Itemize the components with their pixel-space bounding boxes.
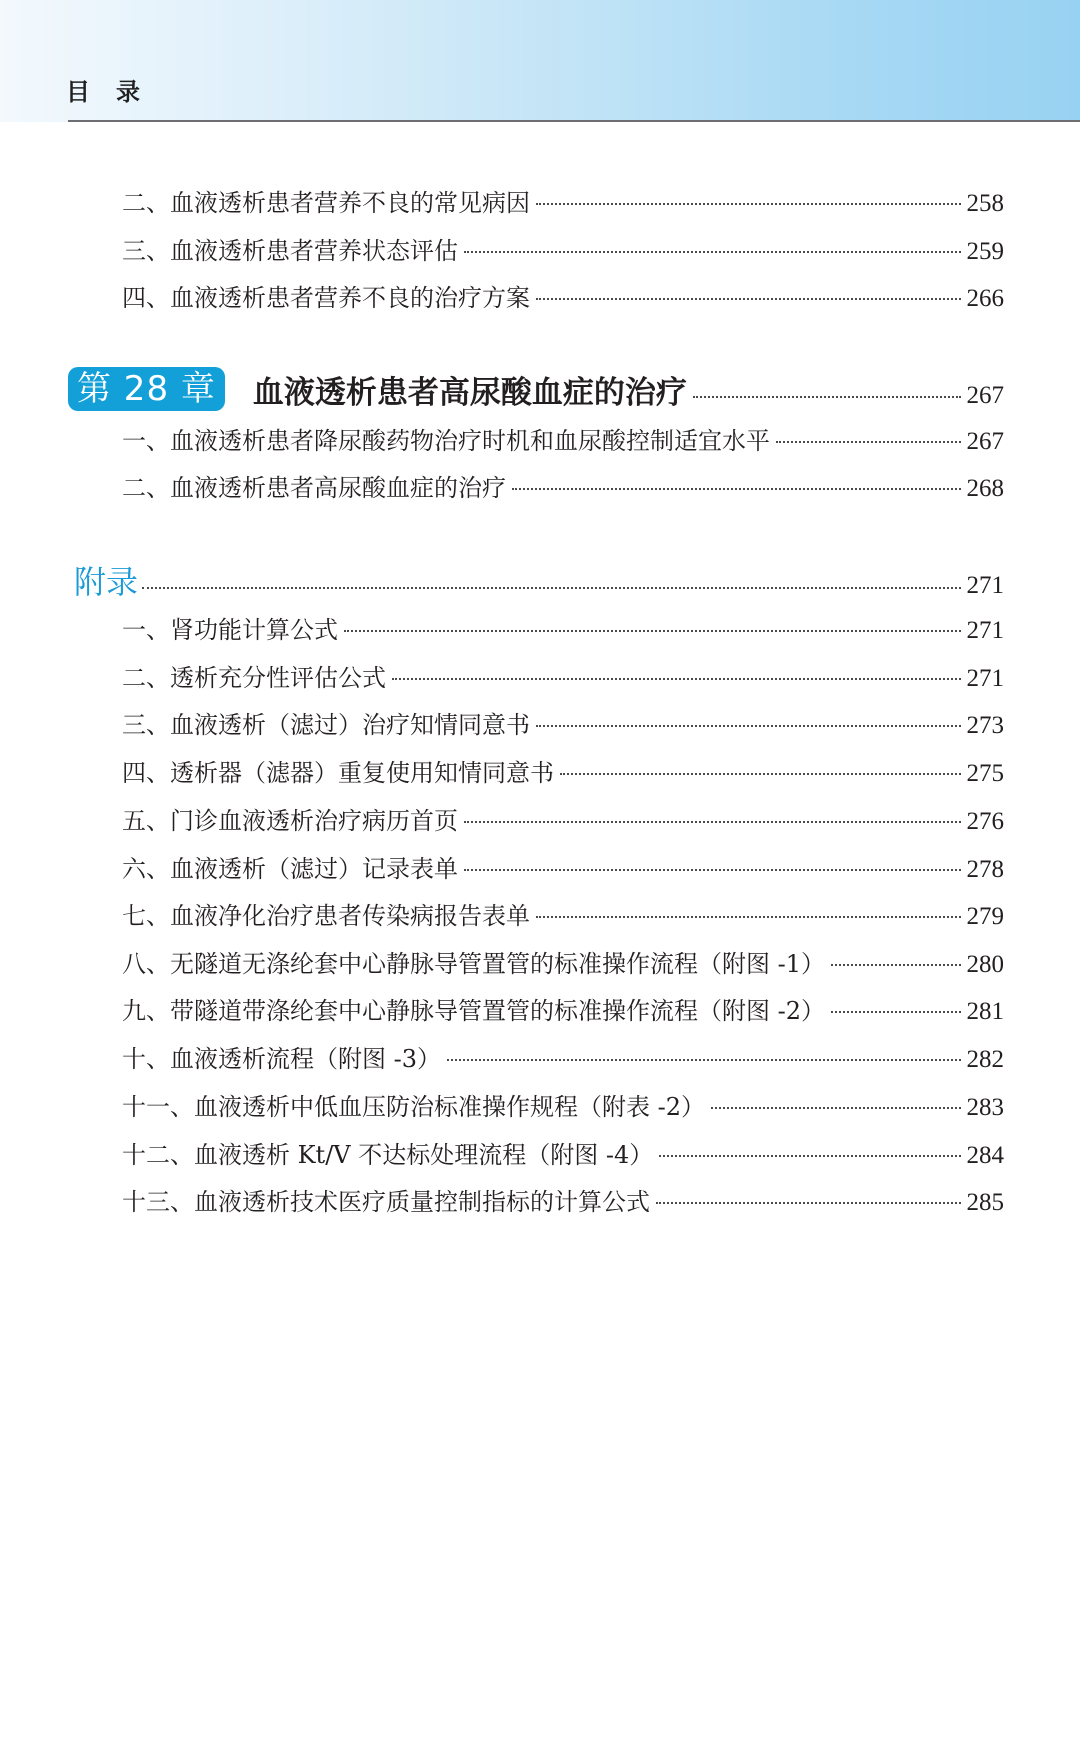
toc-entry[interactable] <box>122 473 1004 504</box>
dot-leader <box>142 587 960 589</box>
toc-entry[interactable] <box>122 426 1004 457</box>
toc-entry-text: 九、带隧道带涤纶套中心静脉导管置管的标准操作流程（附图 -2） <box>122 997 826 1025</box>
dot-leader <box>536 916 961 918</box>
toc-entry-page: 268 <box>966 475 1004 502</box>
toc-entry-page: 282 <box>966 1046 1004 1073</box>
toc-entry-text: 七、血液净化治疗患者传染病报告表单 <box>122 902 530 930</box>
toc-entry-page: 275 <box>966 760 1004 787</box>
appendix-heading[interactable] <box>74 558 1004 602</box>
dot-leader <box>831 1011 960 1013</box>
dot-leader <box>536 725 961 727</box>
toc-entry-text: 一、血液透析患者降尿酸药物治疗时机和血尿酸控制适宜水平 <box>122 427 770 455</box>
chapter-number-badge: 第 28 章 <box>68 367 225 411</box>
dot-leader <box>344 630 961 632</box>
toc-entry-page: 266 <box>966 285 1004 312</box>
dot-leader <box>392 678 961 680</box>
toc-entry-text: 十二、血液透析 Kt/V 不达标处理流程（附图 -4） <box>122 1141 654 1169</box>
chapter-page: 267 <box>966 382 1004 409</box>
dot-leader <box>711 1107 960 1109</box>
toc-entry[interactable] <box>122 901 1004 932</box>
toc-entry-page: 276 <box>966 808 1004 835</box>
toc-entry-page: 285 <box>966 1189 1004 1216</box>
toc-entry-page: 280 <box>966 951 1004 978</box>
toc-entry-page: 258 <box>966 190 1004 217</box>
toc-entry-text: 一、肾功能计算公式 <box>122 616 338 644</box>
chapter-title: 血液透析患者高尿酸血症的治疗 <box>252 374 687 411</box>
toc-entry-text: 四、血液透析患者营养不良的治疗方案 <box>122 284 530 312</box>
toc-entry-page: 279 <box>966 903 1004 930</box>
header-rule <box>68 120 1080 122</box>
toc-entry-text: 四、透析器（滤器）重复使用知情同意书 <box>122 759 554 787</box>
dot-leader <box>447 1059 960 1061</box>
page-header-title: 目录 <box>66 78 166 106</box>
dot-leader <box>464 869 961 871</box>
toc-entry-text: 十一、血液透析中低血压防治标准操作规程（附表 -2） <box>122 1093 706 1121</box>
toc-entry-text: 十、血液透析流程（附图 -3） <box>122 1045 442 1073</box>
toc-entry-page: 273 <box>966 712 1004 739</box>
toc-entry-page: 259 <box>966 238 1004 265</box>
toc-entry-text: 二、透析充分性评估公式 <box>122 664 386 692</box>
toc-entry-page: 281 <box>966 998 1004 1025</box>
toc-entry-text: 八、无隧道无涤纶套中心静脉导管置管的标准操作流程（附图 -1） <box>122 950 826 978</box>
dot-leader <box>659 1155 960 1157</box>
toc-entry-text: 六、血液透析（滤过）记录表单 <box>122 855 458 883</box>
toc-entry-page: 271 <box>966 665 1004 692</box>
dot-leader <box>536 203 961 205</box>
dot-leader <box>464 821 961 823</box>
toc-entry[interactable] <box>122 854 1004 885</box>
appendix-title: 附录 <box>74 563 139 601</box>
toc-entry[interactable] <box>122 758 1004 789</box>
chapter-heading[interactable] <box>68 366 1004 412</box>
toc-entry-page: 267 <box>966 428 1004 455</box>
toc-entry-page: 278 <box>966 856 1004 883</box>
toc-entry-page: 271 <box>966 617 1004 644</box>
toc-entry-text: 二、血液透析患者高尿酸血症的治疗 <box>122 474 506 502</box>
toc-entry[interactable] <box>122 615 1004 646</box>
dot-leader <box>831 964 960 966</box>
toc-entry[interactable] <box>122 236 1004 267</box>
toc-entry-text: 二、血液透析患者营养不良的常见病因 <box>122 189 530 217</box>
appendix-page: 271 <box>966 572 1004 599</box>
toc-entry[interactable] <box>122 1140 1004 1171</box>
toc-entry[interactable] <box>122 806 1004 837</box>
dot-leader <box>512 488 961 490</box>
toc-entry-text: 三、血液透析（滤过）治疗知情同意书 <box>122 711 530 739</box>
toc-entry[interactable] <box>122 1044 1004 1075</box>
toc-entry[interactable] <box>122 283 1004 314</box>
toc-entry[interactable] <box>122 663 1004 694</box>
toc-entry[interactable] <box>122 996 1004 1027</box>
toc-entry-text: 三、血液透析患者营养状态评估 <box>122 237 458 265</box>
toc-entry[interactable] <box>122 1092 1004 1123</box>
toc-entry-text: 十三、血液透析技术医疗质量控制指标的计算公式 <box>122 1188 650 1216</box>
dot-leader <box>560 773 961 775</box>
toc-entry[interactable] <box>122 1187 1004 1218</box>
dot-leader <box>693 396 961 398</box>
toc-entry[interactable] <box>122 710 1004 741</box>
toc-entry-page: 284 <box>966 1142 1004 1169</box>
toc-entry[interactable] <box>122 949 1004 980</box>
toc-entry-text: 五、门诊血液透析治疗病历首页 <box>122 807 458 835</box>
dot-leader <box>656 1202 961 1204</box>
dot-leader <box>464 251 961 253</box>
toc-entry-page: 283 <box>966 1094 1004 1121</box>
dot-leader <box>536 298 961 300</box>
dot-leader <box>776 441 961 443</box>
toc-entry[interactable] <box>122 188 1004 219</box>
